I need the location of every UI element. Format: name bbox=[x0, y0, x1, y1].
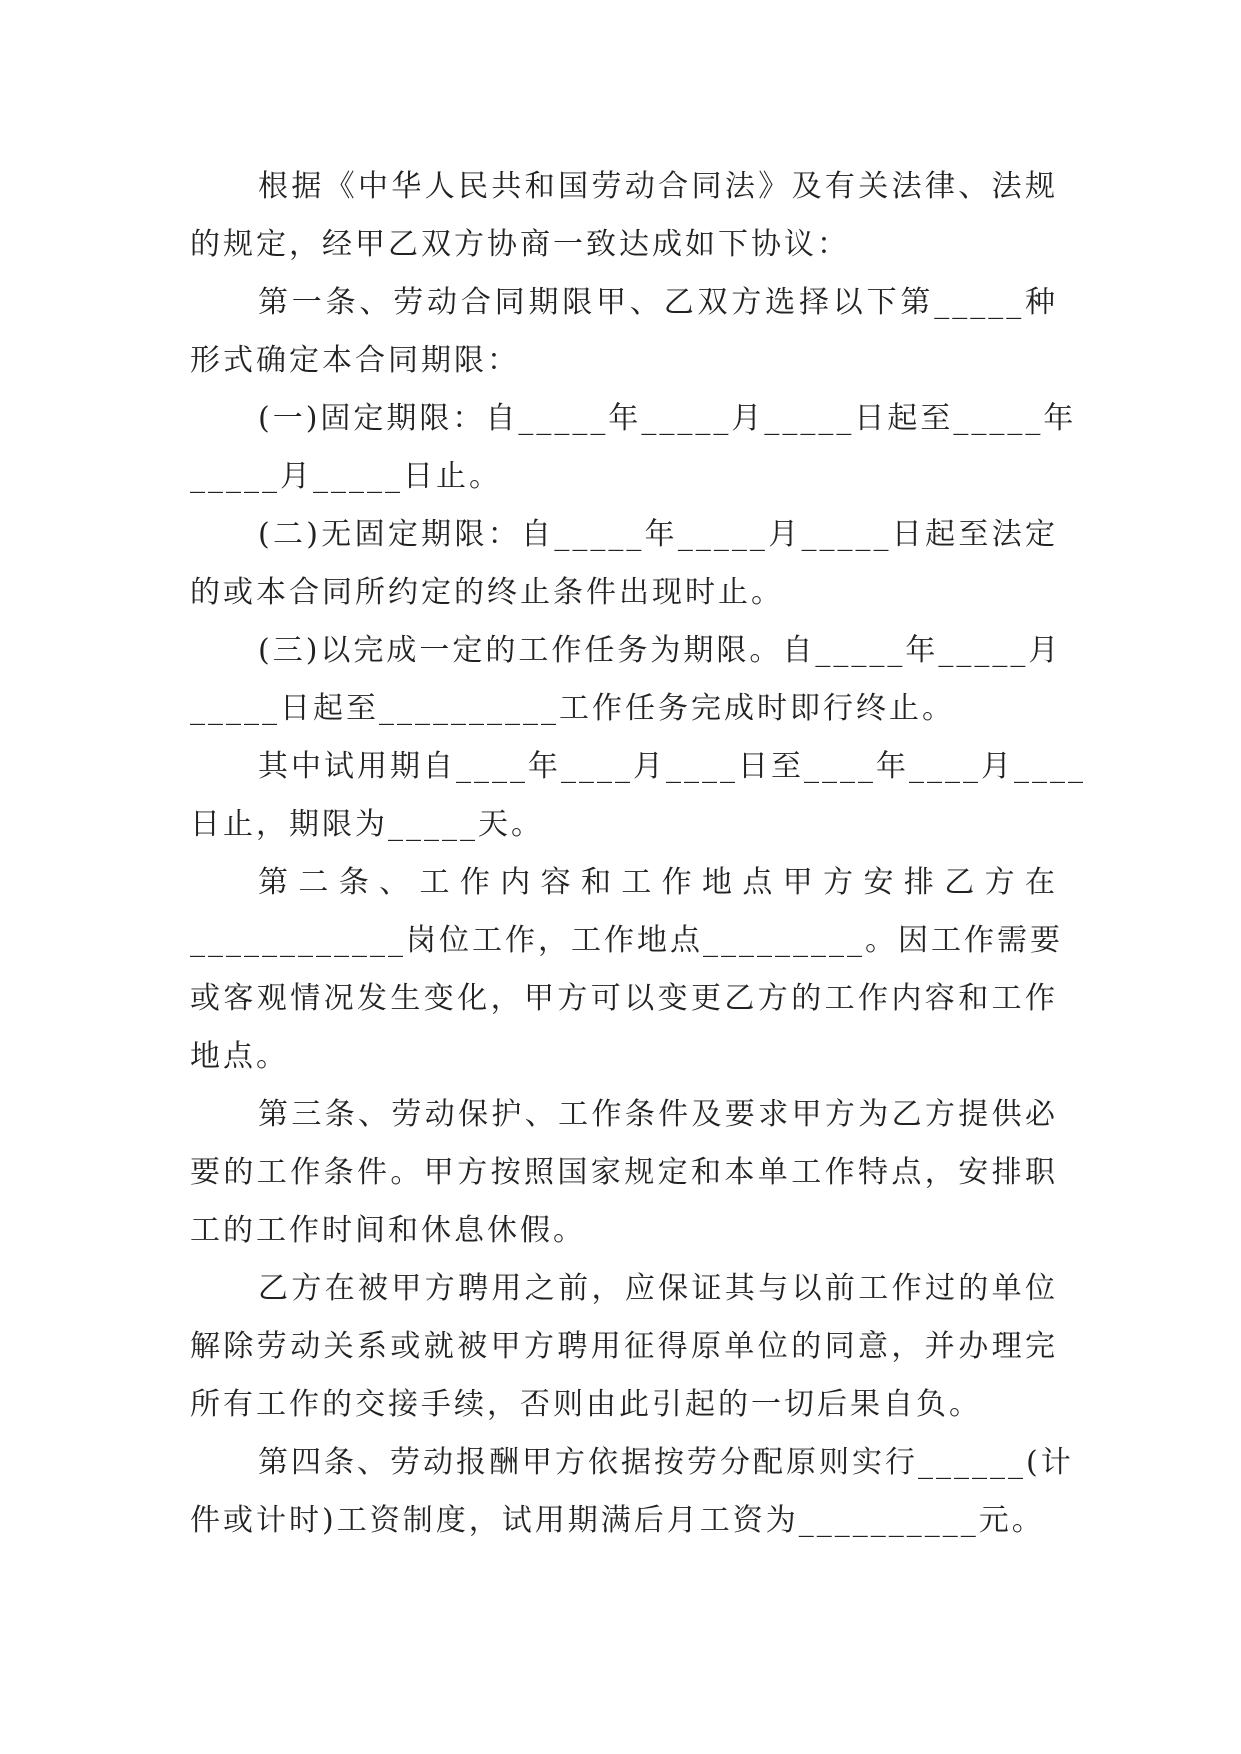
paragraph-line: ____________岗位工作，工作地点_________。因工作需要 bbox=[190, 923, 1063, 958]
paragraph-line: _____月_____日止。 bbox=[190, 459, 502, 494]
paragraph-line: 地点。 bbox=[190, 1039, 289, 1074]
paragraph-line: 的规定，经甲乙双方协商一致达成如下协议： bbox=[190, 227, 850, 262]
paragraph-line: (三)以完成一定的工作任务为期限。自_____年_____月 bbox=[258, 633, 1062, 668]
paragraph-line: (二)无固定期限：自_____年_____月_____日起至法定 bbox=[258, 517, 1058, 552]
paragraph-line: 工的工作时间和休息休假。 bbox=[190, 1213, 586, 1248]
paragraph-line: 第三条、劳动保护、工作条件及要求甲方为乙方提供必 bbox=[258, 1097, 1058, 1132]
paragraph-line: 的或本合同所约定的终止条件出现时止。 bbox=[190, 575, 784, 610]
paragraph-line: 其中试用期自____年____月____日至____年____月____ bbox=[258, 749, 1086, 784]
paragraph-line: 根据《中华人民共和国劳动合同法》及有关法律、法规 bbox=[258, 169, 1058, 204]
paragraph-line: 日止，期限为_____天。 bbox=[190, 807, 544, 842]
paragraph-line: 件或计时)工资制度，试用期满后月工资为__________元。 bbox=[190, 1503, 1045, 1538]
paragraph-line: 第二条、工作内容和工作地点甲方安排乙方在 bbox=[258, 865, 1058, 900]
paragraph-line: 要的工作条件。甲方按照国家规定和本单工作特点，安排职 bbox=[190, 1155, 1058, 1190]
paragraph-line: 所有工作的交接手续，否则由此引起的一切后果自负。 bbox=[190, 1387, 982, 1422]
paragraph-line: 形式确定本合同期限： bbox=[190, 343, 520, 378]
paragraph-line: _____日起至__________工作任务完成时即行终止。 bbox=[190, 691, 955, 726]
paragraph-line: 第四条、劳动报酬甲方依据按劳分配原则实行______(计 bbox=[258, 1445, 1074, 1480]
paragraph-line: 乙方在被甲方聘用之前，应保证其与以前工作过的单位 bbox=[258, 1271, 1058, 1306]
document-body bbox=[190, 158, 1086, 1550]
paragraph-line: (一)固定期限：自_____年_____月_____日起至_____年 bbox=[258, 401, 1077, 436]
paragraph-line: 或客观情况发生变化，甲方可以变更乙方的工作内容和工作 bbox=[190, 981, 1058, 1016]
paragraph-line: 解除劳动关系或就被甲方聘用征得原单位的同意，并办理完 bbox=[190, 1329, 1058, 1364]
paragraph-line: 第一条、劳动合同期限甲、乙双方选择以下第_____种 bbox=[258, 285, 1058, 320]
